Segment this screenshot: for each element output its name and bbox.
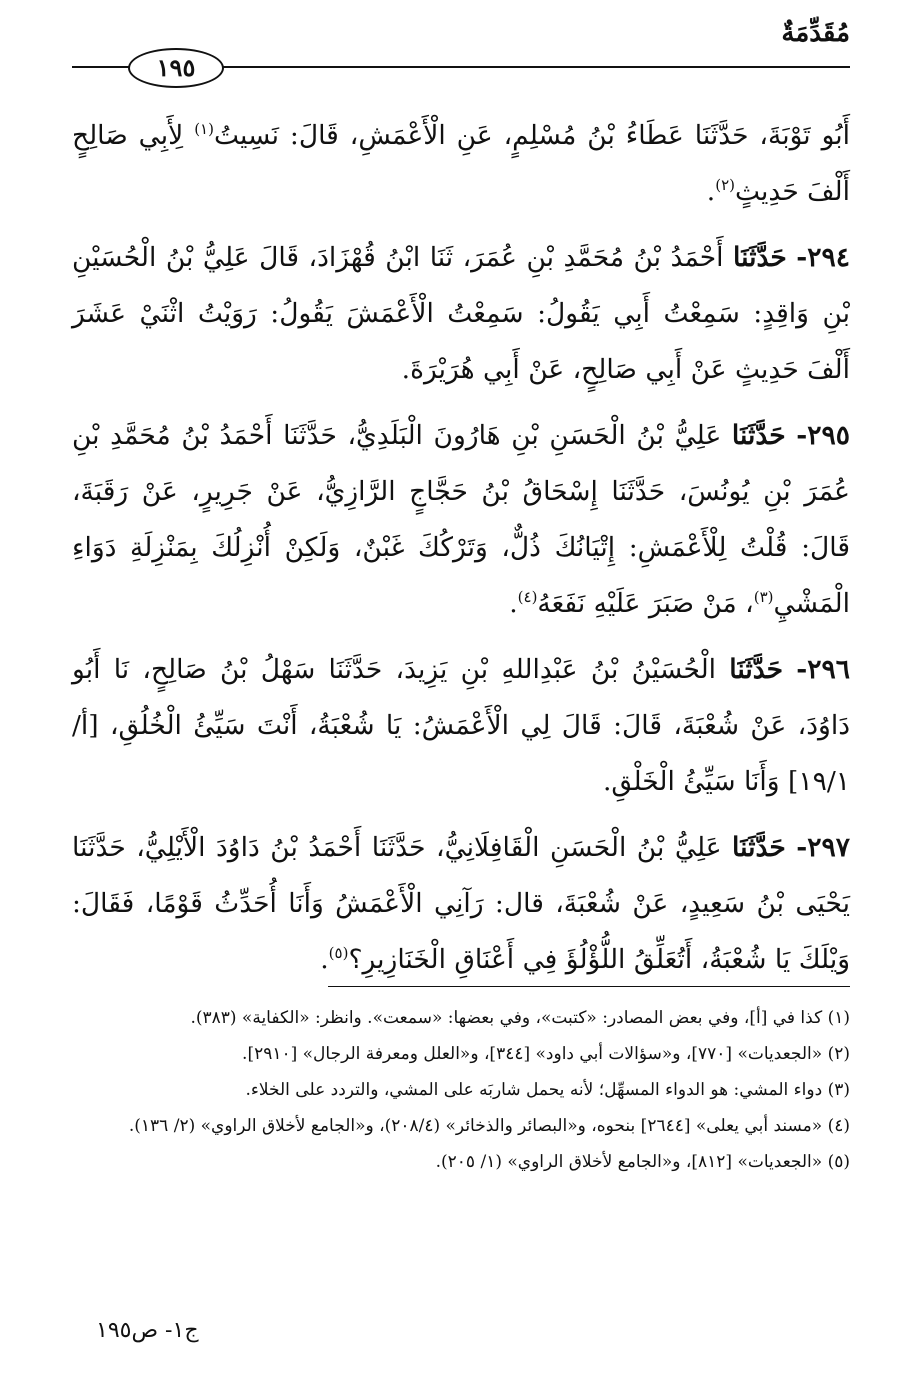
paragraph-end: . [706, 176, 716, 207]
paragraph-end: . [320, 944, 329, 975]
hadith-number: ٢٩٧- [796, 832, 850, 863]
footnote-5: (٥) «الجعديات» [٨١٢]، و«الجامع لأخلاق الراوي» (١/ ٢٠٥). [435, 1152, 850, 1172]
hadith-297 [72, 820, 850, 988]
page-number-oval: ١٩٥ [128, 48, 224, 88]
paragraph-continuation [72, 108, 850, 220]
haddathana-keyword: حَدَّثَنَا [733, 242, 787, 273]
footnote-3: (٣) دواء المشي: هو الدواء المسهِّل؛ لأنه يحمل شاربَه على المشي، والتردد على الخلاء. [245, 1080, 850, 1100]
main-text [72, 108, 850, 998]
hadith-text: الْحُسَيْنُ بْنُ عَبْدِاللهِ بْنِ يَزِيدَ، حَدَّثَنَا سَهْلُ بْنُ صَالِحٍ، نَا أَبُو دَاوُدَ، عَنْ شُعْبَةَ، قَالَ: قَالَ لِي الْأَعْمَشُ: يَا شُعْبَةُ، أَنْتَ سَيِّئُ الْخُلُقِ، [أ/١٩/١] وَأَنَا سَيِّئُ الْخَلْقِ. [72, 654, 850, 797]
running-title: مُقَدِّمَةٌ [781, 18, 850, 48]
hadith-296 [72, 642, 850, 810]
hadith-text: أَحْمَدُ بْنُ مُحَمَّدِ بْنِ عُمَرَ، ثَنَا ابْنُ قُهْزَادَ، قَالَ عَلِيُّ بْنُ الْحُسَيْنِ بْنِ وَاقِدٍ: سَمِعْتُ أَبِي يَقُولُ: سَمِعْتُ الْأَعْمَشَ يَقُولُ: رَوَيْتُ اثْنَيْ عَشَرَ أَلْفَ حَدِيثٍ عَنْ أَبِي صَالِحٍ، عَنْ أَبِي هُرَيْرَةَ. [72, 242, 850, 385]
footnote-ref-1[interactable]: (١) [194, 120, 214, 139]
footnote-separator [328, 986, 850, 987]
haddathana-keyword: حَدَّثَنَا [729, 654, 784, 685]
footnote-4: (٤) «مسند أبي يعلى» [٢٦٤٤] بنحوه، و«البصائر والذخائر» (٢٠٨/٤)، و«الجامع لأخلاق الراوي» (٢/ ١٣٦). [128, 1116, 850, 1136]
haddathana-keyword: حَدَّثَنَا [732, 832, 786, 863]
footnote-ref-4[interactable]: (٤) [517, 588, 538, 607]
footnotes [72, 1000, 850, 1180]
footnote-ref-2[interactable]: (٢) [715, 176, 736, 195]
footnote-1: (١) كذا في [أ]، وفي بعض المصادر: «كتبت»، وفي بعضها: «سمعت». وانظر: «الكفاية» (٣٨٣). [190, 1008, 850, 1028]
hadith-number: ٢٩٥- [796, 420, 850, 451]
hadith-text: عَلِيُّ بْنُ الْحَسَنِ بْنِ هَارُونَ الْبَلَدِيُّ، حَدَّثَنَا أَحْمَدُ بْنُ مُحَمَّدِ بْنِ عُمَرَ بْنِ يُونُسَ، حَدَّثَنَا إِسْحَاقُ بْنُ حَجَّاجٍ الرَّازِيُّ، عَنْ جَرِيرٍ، عَنْ رَقَبَةَ، قَالَ: قُلْتُ لِلْأَعْمَشِ: إِتْيَانُكَ ذُلٌّ، وَتَرْكُكَ غَبْنٌ، وَلَكِنْ أُنْزِلُكَ بِمَنْزِلَةِ دَوَاءِ الْمَشْيِ [72, 420, 850, 619]
footnote-ref-3[interactable]: (٣) [753, 588, 774, 607]
hadith-text: ، مَنْ صَبَرَ عَلَيْهِ نَفَعَهُ [537, 588, 754, 619]
paragraph-end: . [509, 588, 518, 619]
paragraph-text: أَبُو تَوْبَةَ، حَدَّثَنَا عَطَاءُ بْنُ مُسْلِمٍ، عَنِ الْأَعْمَشِ، قَالَ: نَسِيتُ [213, 120, 850, 151]
hadith-text: عَلِيُّ بْنُ الْحَسَنِ الْقَافِلَانِيُّ، حَدَّثَنَا أَحْمَدُ بْنُ دَاوُدَ الْأَيْلِيُّ، حَدَّثَنَا يَحْيَى بْنُ سَعِيدٍ، عَنْ شُعْبَةَ، قال: رَآنِي الْأَعْمَشُ وَأَنَا أُحَدِّثُ قَوْمًا، فَقَالَ: وَيْلَكَ يَا شُعْبَةُ، أَتُعَلِّقُ اللُّؤْلُؤَ فِي أَعْنَاقِ الْخَنَازِيرِ؟ [72, 832, 850, 975]
hadith-295 [72, 408, 850, 632]
hadith-number: ٢٩٦- [796, 654, 850, 685]
paragraph-text: لِأَبِي صَالِحٍ أَلْفَ حَدِيثٍ [72, 120, 850, 207]
hadith-294 [72, 230, 850, 398]
hadith-number: ٢٩٤- [796, 242, 850, 273]
volume-page-reference: ج١- ص١٩٥ [96, 1318, 199, 1343]
haddathana-keyword: حَدَّثَنَا [731, 420, 786, 451]
footnote-ref-5[interactable]: (٥) [328, 944, 349, 963]
footnote-2: (٢) «الجعديات» [٧٧٠]، و«سؤالات أبي داود» [٣٤٤]، و«العلل ومعرفة الرجال» [٢٩١٠]. [242, 1044, 850, 1064]
